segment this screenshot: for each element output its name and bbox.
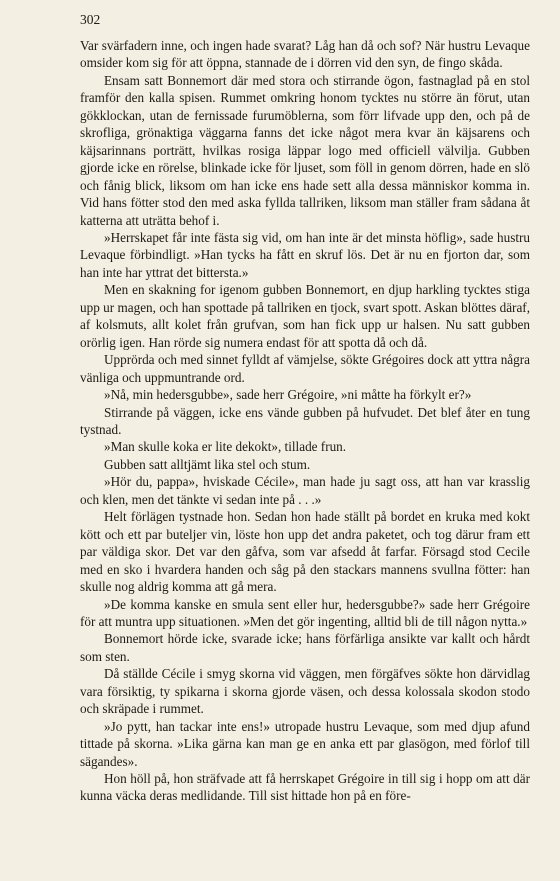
paragraph: Hon höll på, hon sträfvade att få herrskapet Grégoire in till sig i hopp om att där kunna väcka deras medlidande. Till sist hittade hon på en före- [80, 771, 530, 804]
page-text [80, 37, 530, 805]
paragraph: Men en skakning for igenom gubben Bonnemort, en djup harkling tycktes stiga upp ur magen, och han spottade på tallriken en tjock, svart spott. Askan blöttes däraf, af kolsmuts, allt kolet från grufvan, som han fick upp ur halsen. Nu satt gubben orörlig igen. Han rörde sig numera endast för att spotta då och då. [80, 282, 530, 350]
paragraph: »De komma kanske en smula sent eller hur, hedersgubbe?» sade herr Grégoire för att muntra upp situationen. »Men det gör ingenting, alltid bli de till någon nytta.» [80, 596, 530, 629]
paragraph: »Jo pytt, han tackar inte ens!» utropade hustru Levaque, som med djup afund tittade på skorna. »Lika gärna kan man ge en anka ett par glasögon, med förlof till sägandes». [80, 718, 530, 769]
paragraph: Gubben satt alltjämt lika stel och stum. [104, 456, 311, 472]
paragraph: Upprörda och med sinnet fylldt af vämjelse, sökte Grégoires dock att yttra några vänliga och uppmuntrande ord. [80, 352, 530, 385]
paragraph: »Herrskapet får inte fästa sig vid, om han inte är det minsta höflig», sade hustru Levaque förbindligt. »Han tycks ha fått en skruf lös. Det är nu en fjorton dar, som han inte har yttrat det bittersta.» [80, 229, 530, 280]
page-number: 302 [80, 12, 101, 27]
paragraph: Stirrande på väggen, icke ens vände gubben på hufvudet. Det blef åter en tung tystnad. [80, 404, 530, 437]
paragraph: Bonnemort hörde icke, svarade icke; hans förfärliga ansikte var kallt och hårdt som sten. [80, 631, 530, 664]
paragraph: »Hör du, pappa», hviskade Cécile», man hade ju sagt oss, att han var krasslig och klen, men det tänkte vi sedan inte på . . .» [80, 474, 530, 507]
paragraph: Var svärfadern inne, och ingen hade svarat? Låg han då och sof? När hustru Levaque omsider kom sig för att öppna, stannade de i dörren vid den syn, de fingo skåda. [80, 38, 530, 71]
paragraph: »Nå, min hedersgubbe», sade herr Grégoire, »ni måtte ha förkylt er?» [104, 387, 472, 403]
paragraph: Ensam satt Bonnemort där med stora och stirrande ögon, fastnaglad på en stol framför den kalla spisen. Rummet omkring honom tycktes nu större än förut, utan gökklockan, utan de fernissade furumöblerna, som förr lifvade upp den, och på de skrofliga, grönaktiga väggarna fanns det icke något mera kvar än käjsarens och käjsarinnans porträtt, hvilkas rosiga läppar logo med officiell välvilja. Gubben gjorde icke en rörelse, blinkade icke för ljuset, som föll in genom dörren, hade en slö och fånig blick, liksom om han icke ens hade sett alla dessa människor komma in. Vid hans fötter stod den med aska fyllda tallriken, liksom man ställer fram sådana åt katterna att uträtta behof i. [80, 72, 530, 228]
paragraph: Helt förlägen tystnade hon. Sedan hon hade ställt på bordet en kruka med kokt kött och ett par buteljer vin, löste hon upp det andra paketet, och tog därur fram ett par väldiga skor. Det var den gåfva, som var afsedd åt farfar. Försagd stod Cecile med en sko i hvardera handen och såg på den stackars mannens svullna fötter: han skulle nog aldrig komma att gå mera. [80, 509, 530, 595]
paragraph: Då ställde Cécile i smyg skorna vid väggen, men förgäfves sökte hon därvidlag vara försiktig, ty spikarna i skorna gjorde väsen, och dessa kolossala skodon stodo och skräpade i rummet. [80, 666, 530, 717]
paragraph: »Man skulle koka er lite dekokt», tillade frun. [104, 439, 347, 455]
